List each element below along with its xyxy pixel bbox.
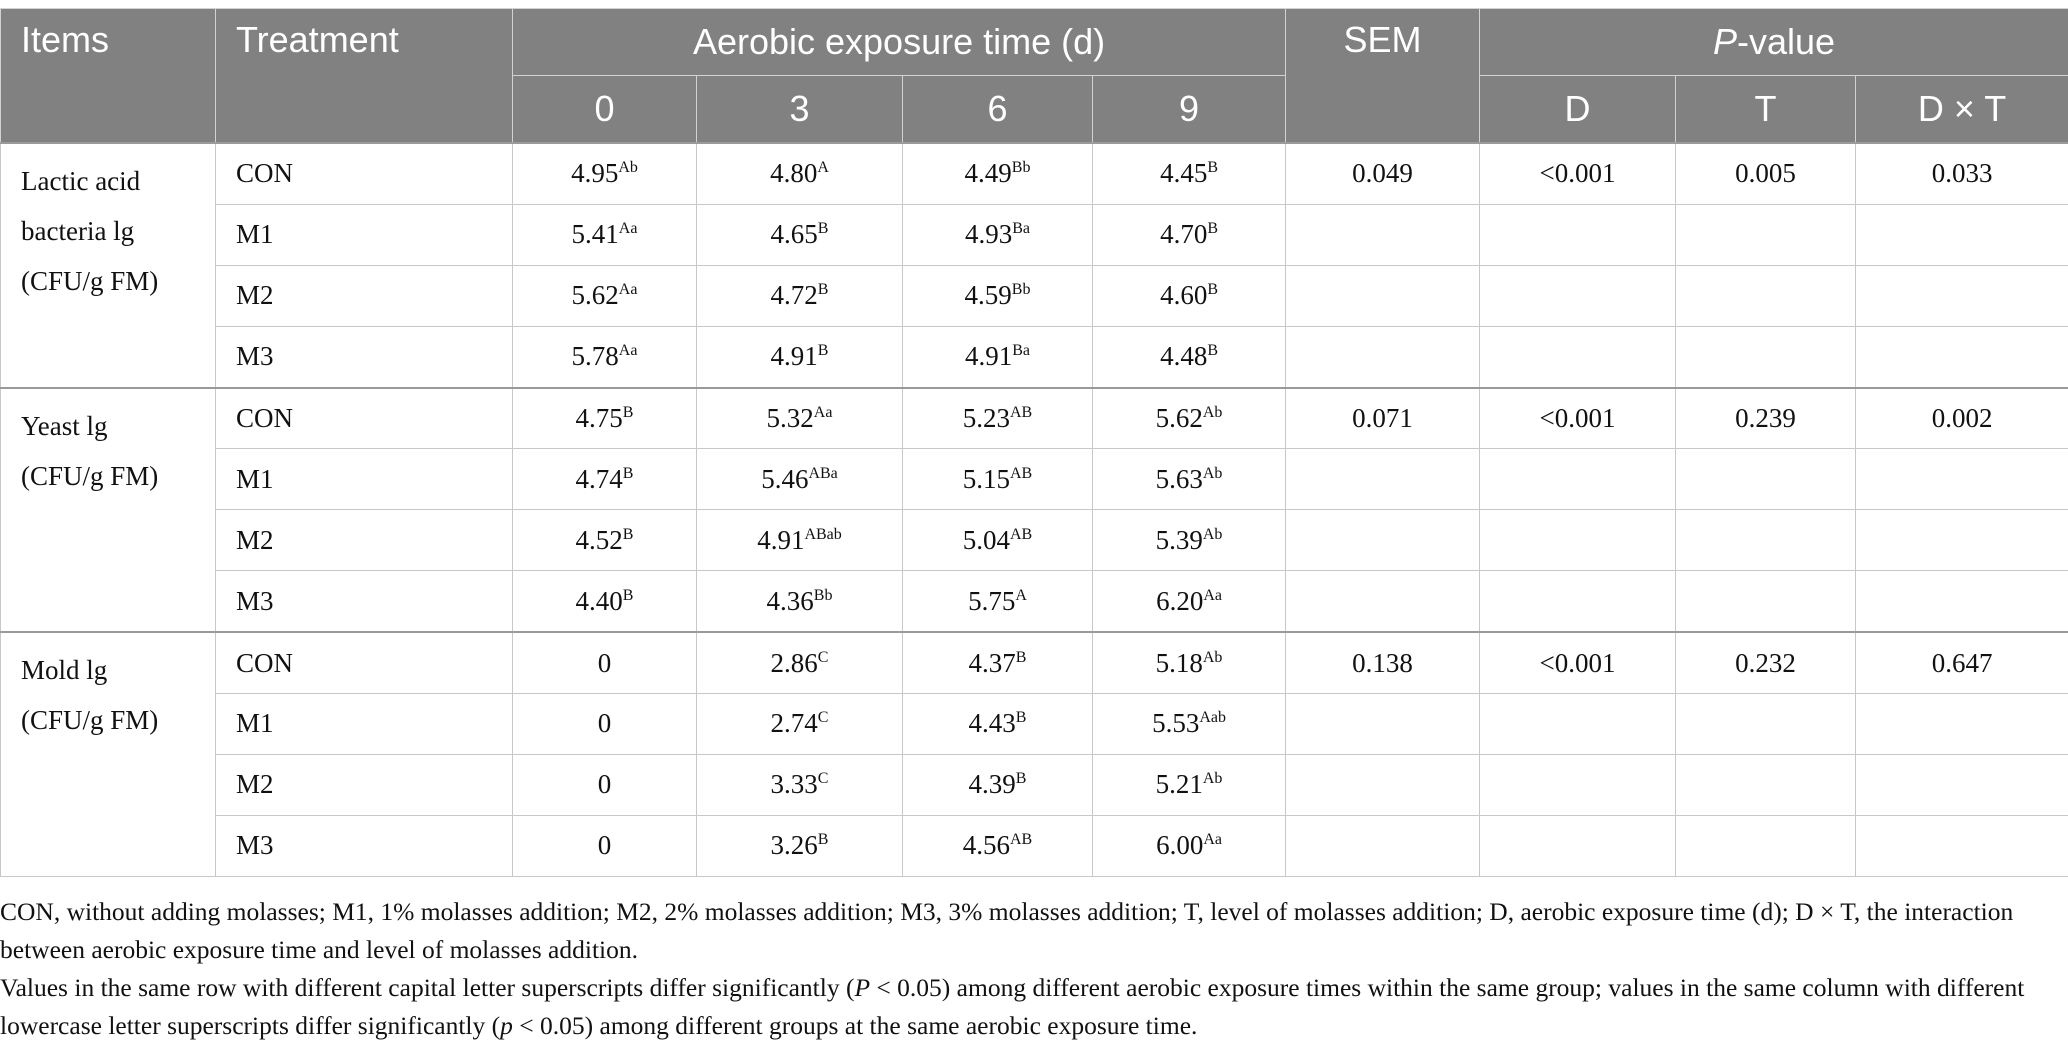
value-superscript: Bb <box>1011 281 1031 299</box>
stat-cell-p-d <box>1480 510 1676 571</box>
value-cell <box>513 143 697 204</box>
value-cell <box>697 754 903 815</box>
item-label <box>1 632 216 876</box>
value-number: 4.49 <box>964 158 1012 189</box>
treatment-cell: M1 <box>216 204 513 265</box>
value-cell <box>697 326 903 387</box>
stat-cell-p-t: 0.005 <box>1676 143 1856 204</box>
value-cell <box>513 754 697 815</box>
value-superscript: Aab <box>1199 709 1226 727</box>
stat-cell-p-d <box>1480 571 1676 632</box>
value-cell <box>903 388 1093 449</box>
table-header <box>1 9 2068 144</box>
value-cell <box>1093 632 1286 693</box>
stat-cell-sem <box>1286 326 1480 387</box>
value-superscript: Ba <box>1012 220 1031 238</box>
value-number: 5.23 <box>962 403 1010 433</box>
value-number: 5.32 <box>766 403 814 433</box>
value-superscript: AB <box>1010 831 1033 849</box>
table-row <box>1 694 2068 755</box>
value-number: 3.33 <box>770 769 818 800</box>
value-superscript: B <box>622 464 634 482</box>
value-number: 4.95 <box>571 158 619 189</box>
stat-cell-p-d <box>1480 204 1676 265</box>
value-cell <box>903 510 1093 571</box>
stat-cell-p-dt <box>1856 204 2068 265</box>
header-items: Items <box>1 9 216 144</box>
stat-cell-p-dt <box>1856 510 2068 571</box>
stat-cell-p-t <box>1676 326 1856 387</box>
item-label <box>1 143 216 388</box>
stat-cell-p-d <box>1480 326 1676 387</box>
value-cell <box>1093 204 1286 265</box>
header-day-0: 0 <box>513 76 697 144</box>
value-cell <box>903 449 1093 510</box>
stat-cell-p-d: <0.001 <box>1480 632 1676 693</box>
stat-cell-p-t <box>1676 571 1856 632</box>
value-cell <box>1093 449 1286 510</box>
value-number: 4.74 <box>575 463 623 494</box>
value-number: 5.15 <box>962 463 1010 494</box>
stat-cell-p-dt <box>1856 326 2068 387</box>
footnote-significance: Values in the same row with different capital letter superscripts differ significantly (P < 0.05) among different aerobic exposure times within the same group; values in the same column with different lowercase letter superscripts differ significantly (p < 0.05) among different groups at the same aerobic exposure time. <box>0 973 2025 1040</box>
value-cell <box>513 326 697 387</box>
value-superscript: Aa <box>618 281 638 299</box>
value-cell <box>513 571 697 632</box>
stat-cell-p-d <box>1480 449 1676 510</box>
value-number: 6.00 <box>1156 830 1204 861</box>
treatment-cell: M2 <box>216 510 513 571</box>
item-label-line: Yeast lg <box>21 410 108 441</box>
stat-cell-p-dt <box>1856 265 2068 326</box>
table-row <box>1 265 2068 326</box>
value-number: 0 <box>597 708 612 739</box>
value-number: 4.65 <box>770 219 818 250</box>
value-number: 4.80 <box>770 158 818 189</box>
value-number: 5.18 <box>1155 647 1203 678</box>
value-number: 4.60 <box>1160 280 1208 311</box>
value-superscript: A <box>1015 586 1027 604</box>
table-row <box>1 449 2068 510</box>
value-number: 3.26 <box>770 830 818 861</box>
header-day-3: 3 <box>697 76 903 144</box>
value-cell <box>903 815 1093 876</box>
value-number: 4.56 <box>962 830 1010 861</box>
value-cell <box>1093 510 1286 571</box>
table-row <box>1 204 2068 265</box>
header-p-value: P-value <box>1480 9 2068 76</box>
value-cell <box>513 204 697 265</box>
value-number: 2.74 <box>770 708 818 739</box>
value-superscript: B <box>1207 159 1218 177</box>
header-sem: SEM <box>1286 9 1480 144</box>
stat-cell-p-dt <box>1856 754 2068 815</box>
stat-cell-sem <box>1286 265 1480 326</box>
value-cell <box>697 204 903 265</box>
value-cell <box>513 632 697 693</box>
value-superscript: B <box>622 586 634 604</box>
stat-cell-p-t <box>1676 815 1856 876</box>
treatment-cell: M3 <box>216 815 513 876</box>
stat-cell-sem <box>1286 571 1480 632</box>
value-cell <box>903 632 1093 693</box>
value-number: 4.70 <box>1160 219 1208 250</box>
item-label-line: (CFU/g FM) <box>21 266 159 296</box>
value-cell <box>513 510 697 571</box>
value-number: 5.21 <box>1155 769 1203 800</box>
value-cell <box>903 694 1093 755</box>
table-row <box>1 326 2068 387</box>
table-footnotes <box>0 893 2062 1045</box>
stat-cell-p-d: <0.001 <box>1480 388 1676 449</box>
value-superscript: B <box>817 220 829 238</box>
value-superscript: Ba <box>1012 342 1031 360</box>
stat-cell-p-d <box>1480 815 1676 876</box>
header-p-t: T <box>1676 76 1856 144</box>
stat-cell-p-dt <box>1856 571 2068 632</box>
stat-cell-p-d: <0.001 <box>1480 143 1676 204</box>
value-cell <box>903 326 1093 387</box>
value-cell <box>513 815 697 876</box>
value-cell <box>903 204 1093 265</box>
value-superscript: C <box>817 770 829 788</box>
stat-cell-p-d <box>1480 754 1676 815</box>
value-number: 4.37 <box>968 647 1016 678</box>
item-label-line: (CFU/g FM) <box>21 705 159 736</box>
value-number: 0 <box>597 830 612 861</box>
table-row <box>1 143 2068 204</box>
value-cell <box>1093 326 1286 387</box>
value-superscript: AB <box>1010 525 1033 543</box>
header-p-dt: D × T <box>1856 76 2068 144</box>
value-superscript: B <box>1207 342 1218 360</box>
value-superscript: B <box>1207 281 1218 299</box>
header-day-6: 6 <box>903 76 1093 144</box>
value-number: 4.59 <box>964 280 1012 311</box>
treatment-cell: CON <box>216 388 513 449</box>
value-cell <box>697 510 903 571</box>
value-superscript: AB <box>1010 404 1033 421</box>
stat-cell-p-t <box>1676 694 1856 755</box>
value-cell <box>513 449 697 510</box>
item-label-line: bacteria lg <box>21 216 135 246</box>
treatment-cell: CON <box>216 632 513 693</box>
value-number: 4.48 <box>1160 341 1208 372</box>
value-number: 4.40 <box>575 585 623 616</box>
value-cell <box>513 388 697 449</box>
value-superscript: B <box>1015 709 1027 727</box>
value-superscript: ABa <box>808 464 838 482</box>
item-label-line: Mold lg <box>21 655 108 686</box>
value-superscript: Aa <box>618 342 638 360</box>
value-number: 2.86 <box>770 647 818 678</box>
treatment-cell: M2 <box>216 754 513 815</box>
stat-cell-sem: 0.049 <box>1286 143 1480 204</box>
value-cell <box>697 632 903 693</box>
value-superscript: B <box>817 342 829 360</box>
stat-cell-p-dt: 0.002 <box>1856 388 2068 449</box>
value-number: 0 <box>597 769 612 800</box>
value-cell <box>1093 265 1286 326</box>
value-number: 4.93 <box>964 219 1013 250</box>
value-number: 4.43 <box>968 708 1016 739</box>
stat-cell-p-dt: 0.033 <box>1856 143 2068 204</box>
value-number: 4.39 <box>968 769 1016 800</box>
stat-cell-p-t <box>1676 265 1856 326</box>
value-superscript: B <box>622 404 634 421</box>
table-row <box>1 632 2068 693</box>
stat-cell-p-d <box>1480 694 1676 755</box>
value-superscript: Ab <box>618 159 638 177</box>
stat-cell-sem <box>1286 204 1480 265</box>
value-superscript: C <box>817 648 829 666</box>
table-row <box>1 510 2068 571</box>
value-number: 5.39 <box>1155 524 1203 555</box>
value-number: 4.75 <box>575 403 623 433</box>
stat-cell-sem <box>1286 754 1480 815</box>
table-row <box>1 388 2068 449</box>
value-superscript: Aa <box>813 404 833 421</box>
value-number: 5.78 <box>571 341 619 372</box>
value-superscript: B <box>817 831 829 849</box>
item-label <box>1 388 216 633</box>
value-cell <box>513 265 697 326</box>
value-superscript: B <box>1207 220 1218 238</box>
value-number: 4.45 <box>1160 158 1208 189</box>
header-day-9: 9 <box>1093 76 1286 144</box>
value-cell <box>697 694 903 755</box>
value-cell <box>513 694 697 755</box>
treatment-cell: M3 <box>216 571 513 632</box>
value-superscript: Ab <box>1202 464 1223 482</box>
stat-cell-sem <box>1286 815 1480 876</box>
treatment-cell: M2 <box>216 265 513 326</box>
table-row <box>1 754 2068 815</box>
value-number: 4.72 <box>770 280 818 311</box>
value-number: 5.62 <box>571 280 619 311</box>
value-cell <box>1093 143 1286 204</box>
header-aerobic-exposure: Aerobic exposure time (d) <box>513 9 1286 76</box>
value-cell <box>697 571 903 632</box>
value-number: 5.53 <box>1152 708 1200 739</box>
value-number: 0 <box>597 647 612 678</box>
value-cell <box>903 143 1093 204</box>
value-superscript: AB <box>1010 464 1033 482</box>
value-cell <box>697 265 903 326</box>
value-cell <box>1093 754 1286 815</box>
stat-cell-p-d <box>1480 265 1676 326</box>
value-number: 4.36 <box>766 585 814 616</box>
stat-cell-sem <box>1286 449 1480 510</box>
table-body <box>1 143 2068 876</box>
item-label-line: Lactic acid <box>21 166 141 196</box>
value-number: 5.46 <box>761 463 809 494</box>
value-superscript: B <box>622 525 634 543</box>
data-table <box>0 8 2068 877</box>
value-superscript: Bb <box>1011 159 1031 177</box>
value-cell <box>903 571 1093 632</box>
header-treatment: Treatment <box>216 9 513 144</box>
value-number: 5.75 <box>968 585 1016 616</box>
stat-cell-sem: 0.138 <box>1286 632 1480 693</box>
value-superscript: Aa <box>618 220 638 238</box>
stat-cell-p-t: 0.239 <box>1676 388 1856 449</box>
value-number: 4.91 <box>757 524 805 555</box>
value-cell <box>697 143 903 204</box>
value-number: 4.91 <box>770 341 818 372</box>
value-number: 4.52 <box>575 524 623 555</box>
value-number: 4.91 <box>964 341 1013 372</box>
stat-cell-p-dt: 0.647 <box>1856 632 2068 693</box>
value-superscript: B <box>1015 770 1027 788</box>
value-superscript: B <box>817 281 829 299</box>
stat-cell-p-t <box>1676 449 1856 510</box>
footnote-abbreviations: CON, without adding molasses; M1, 1% molasses addition; M2, 2% molasses addition; M3, 3% molasses addition; T, level of molasses addition; D, aerobic exposure time (d); D × T, the interaction between aerobic exposure time and level of molasses addition. <box>0 897 2014 964</box>
value-cell <box>1093 815 1286 876</box>
stat-cell-sem <box>1286 694 1480 755</box>
stat-cell-p-t <box>1676 204 1856 265</box>
item-label-line: (CFU/g FM) <box>21 460 159 491</box>
stat-cell-sem: 0.071 <box>1286 388 1480 449</box>
value-superscript: A <box>817 159 829 177</box>
value-superscript: Bb <box>813 586 833 604</box>
value-superscript: ABab <box>804 525 842 543</box>
table-row <box>1 815 2068 876</box>
value-cell <box>1093 571 1286 632</box>
value-cell <box>903 265 1093 326</box>
treatment-cell: M3 <box>216 326 513 387</box>
value-cell <box>1093 388 1286 449</box>
value-cell <box>697 449 903 510</box>
stat-cell-sem <box>1286 510 1480 571</box>
treatment-cell: M1 <box>216 449 513 510</box>
stat-cell-p-t <box>1676 510 1856 571</box>
header-p-d: D <box>1480 76 1676 144</box>
value-superscript: C <box>817 709 829 727</box>
value-cell <box>1093 694 1286 755</box>
value-superscript: Ab <box>1202 525 1223 543</box>
value-number: 5.41 <box>571 219 619 250</box>
treatment-cell: CON <box>216 143 513 204</box>
stat-cell-p-t <box>1676 754 1856 815</box>
value-superscript: Aa <box>1203 831 1222 849</box>
table-row <box>1 571 2068 632</box>
value-superscript: Ab <box>1202 404 1223 421</box>
value-superscript: Ab <box>1202 648 1223 666</box>
value-number: 5.04 <box>962 524 1010 555</box>
value-number: 6.20 <box>1156 585 1204 616</box>
value-cell <box>697 815 903 876</box>
stat-cell-p-t: 0.232 <box>1676 632 1856 693</box>
treatment-cell: M1 <box>216 694 513 755</box>
stat-cell-p-dt <box>1856 449 2068 510</box>
value-number: 5.62 <box>1155 403 1203 433</box>
value-superscript: Aa <box>1203 586 1222 604</box>
value-number: 5.63 <box>1155 463 1203 494</box>
value-superscript: B <box>1015 648 1027 666</box>
value-cell <box>697 388 903 449</box>
value-cell <box>903 754 1093 815</box>
stat-cell-p-dt <box>1856 815 2068 876</box>
value-superscript: Ab <box>1202 770 1223 788</box>
stat-cell-p-dt <box>1856 694 2068 755</box>
